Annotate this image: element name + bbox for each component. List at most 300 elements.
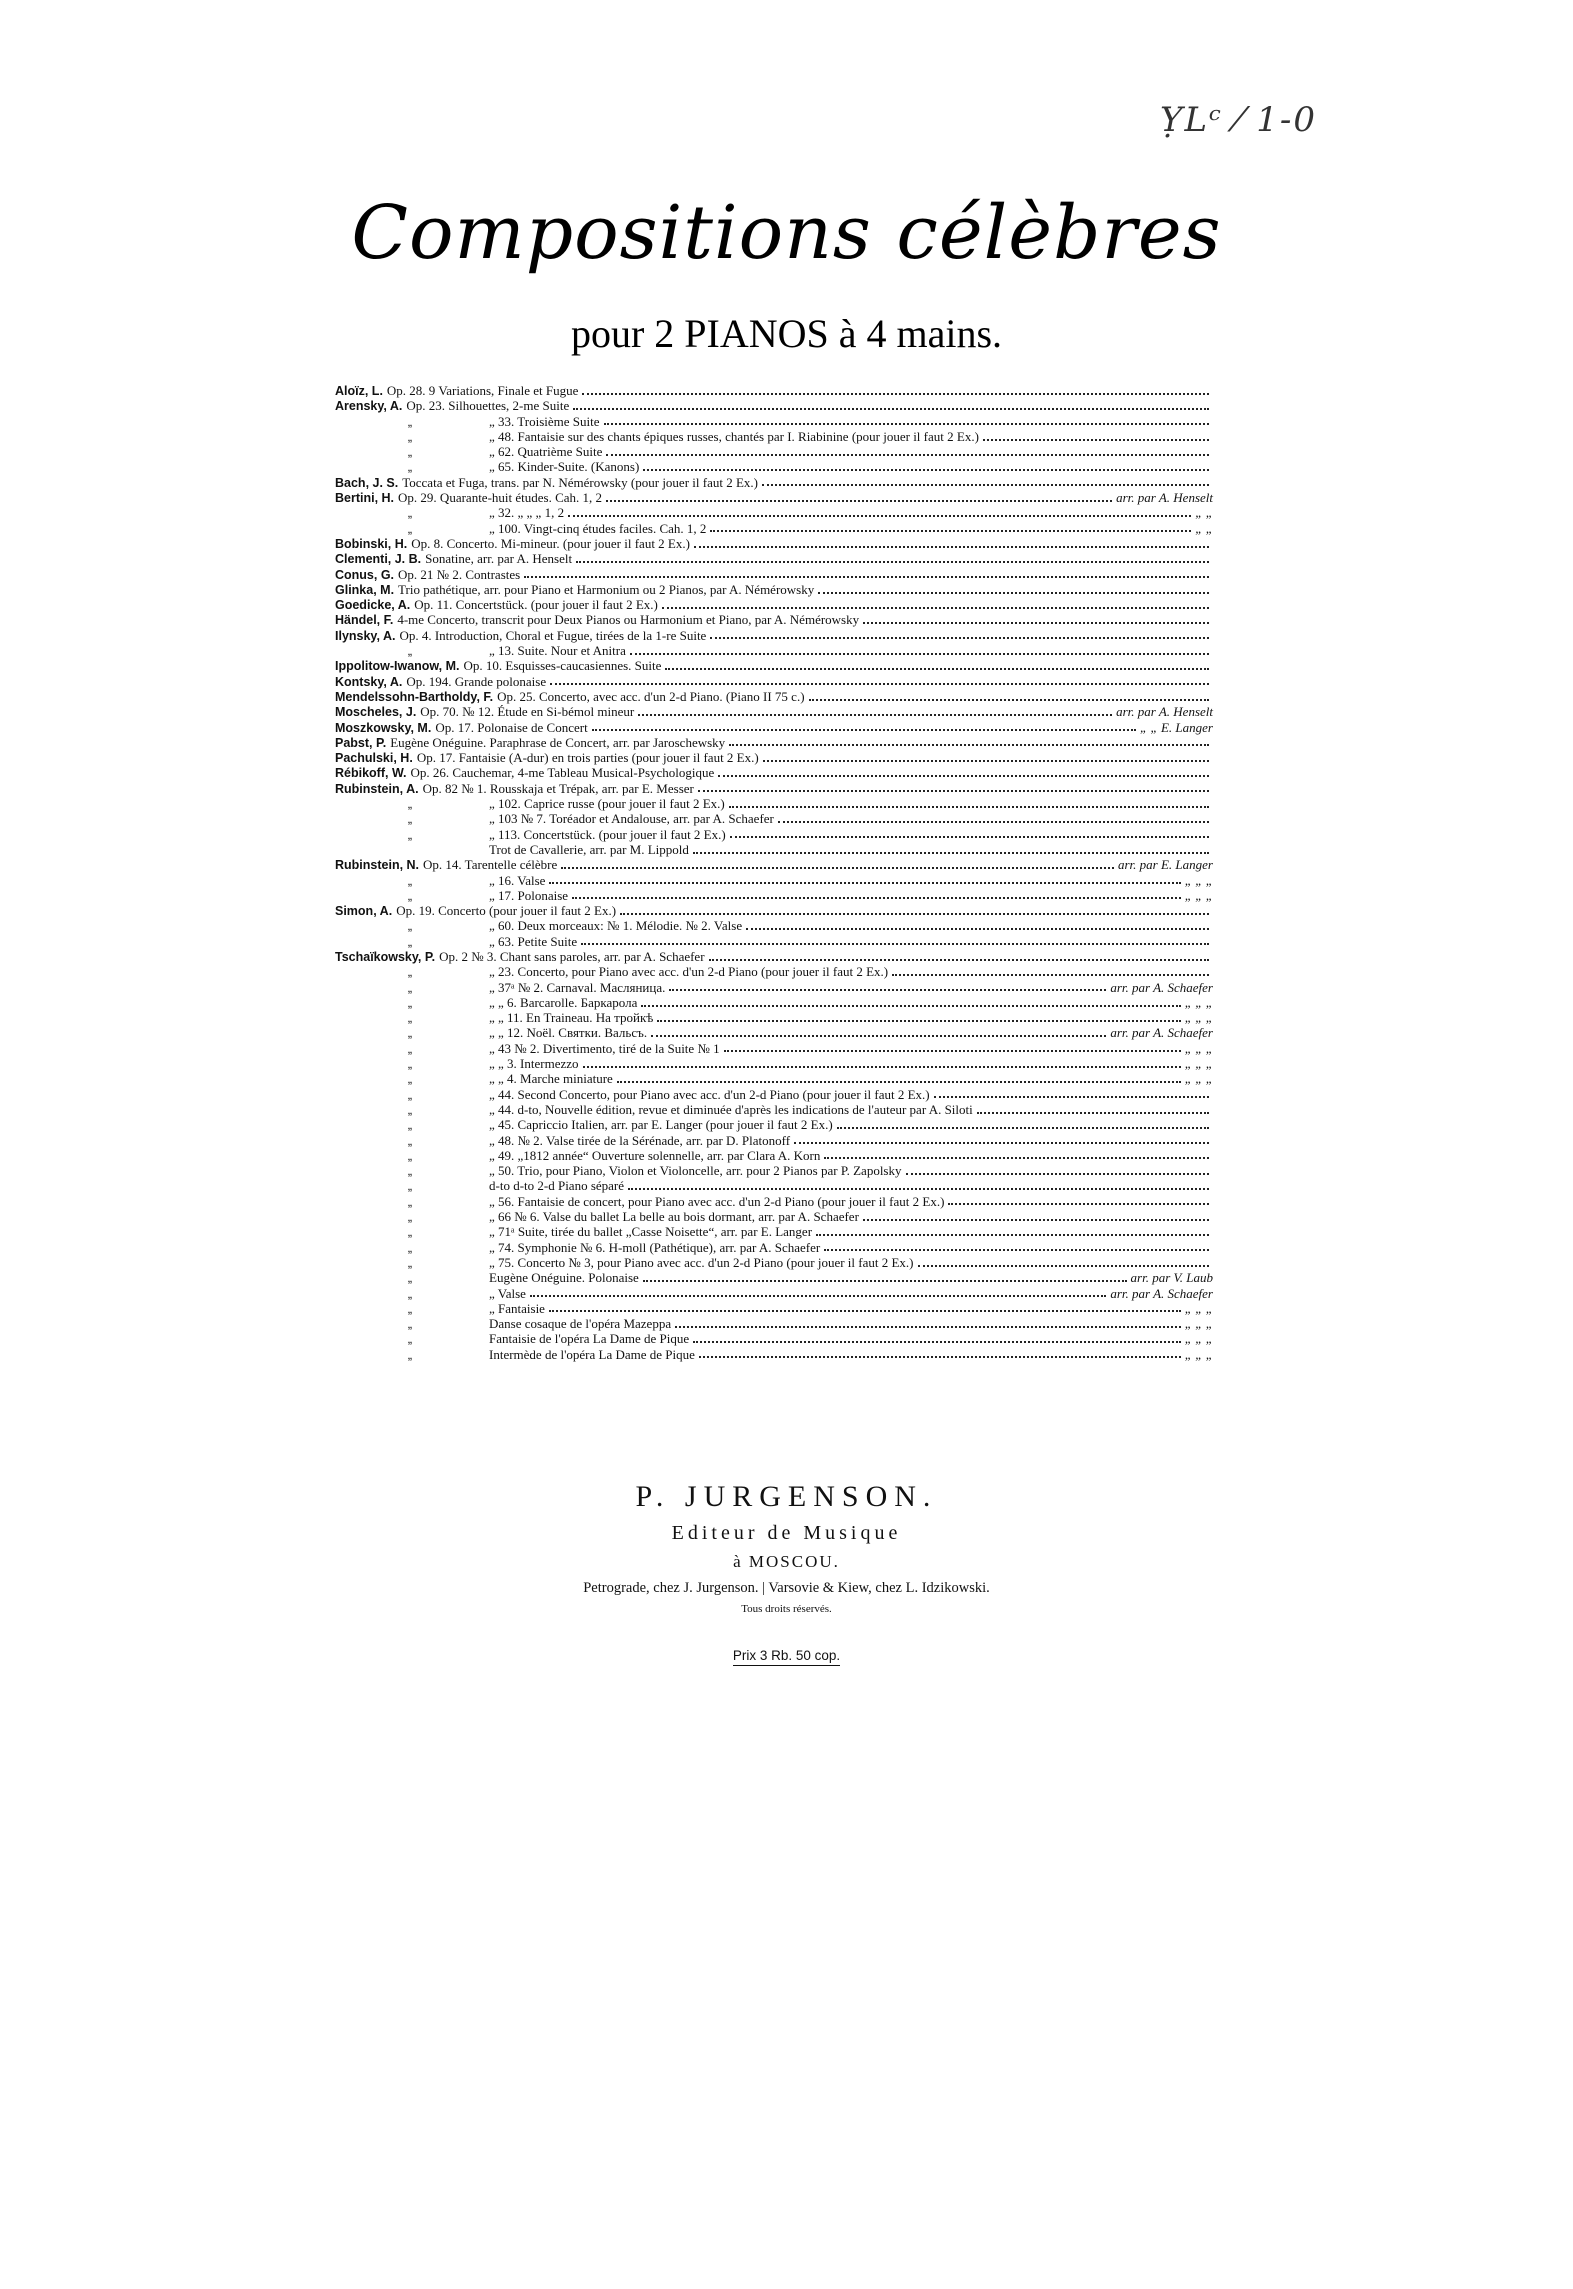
rights-notice: Tous droits réservés. <box>741 1603 832 1615</box>
page-title: Compositions célèbres <box>351 190 1222 276</box>
catalog-entry <box>335 689 1215 704</box>
dot-leader <box>592 729 1136 731</box>
catalog-entry-lead <box>335 704 634 720</box>
work-title: „ „ 3. Intermezzo <box>489 1056 579 1072</box>
work-title: „ „ 12. Noël. Святки. Вальсъ. <box>489 1025 648 1041</box>
catalog-entry <box>335 842 1215 857</box>
composer-name: „ <box>407 521 413 536</box>
catalog-entry <box>335 1133 1215 1148</box>
catalog-entry <box>335 1025 1215 1040</box>
catalog-entry-lead <box>335 781 694 797</box>
work-title: Eugène Onéguine. Paraphrase de Concert, arr. par Jaroschewsky <box>390 734 726 750</box>
catalog-entry <box>335 980 1215 995</box>
work-title: „ 37ᵃ № 2. Carnaval. Масляница. <box>489 979 666 995</box>
dot-leader <box>630 653 1209 655</box>
catalog-entry <box>335 918 1215 933</box>
catalog-entry-lead <box>335 597 658 613</box>
dot-leader <box>606 500 1112 502</box>
work-title: „ „ 11. En Traineau. На тройкѣ <box>489 1010 654 1026</box>
work-title: „ 100. Vingt-cinq études faciles. Cah. 1, 2 <box>489 520 707 536</box>
catalog-entry-lead <box>335 1178 624 1194</box>
catalog-entry <box>335 873 1215 888</box>
composer-name: „ <box>407 1317 413 1332</box>
dot-leader <box>638 714 1112 716</box>
work-title: „ 71ᵃ Suite, tirée du ballet „Casse Noisette“, arr. par E. Langer <box>489 1224 813 1240</box>
work-title: „ „ 6. Barcarolle. Баркарола <box>489 994 638 1010</box>
catalog-entry-lead <box>335 475 758 491</box>
catalog-entry <box>335 949 1215 964</box>
catalog-entry <box>335 521 1215 536</box>
work-title: „ 66 № 6. Valse du ballet La belle au bois dormant, arr. par A. Schaefer <box>489 1209 859 1225</box>
catalog-entry-lead <box>335 612 859 628</box>
composer-name: Moscheles, J. <box>335 705 417 720</box>
catalog-entry-lead <box>335 444 602 460</box>
arranger-note: arr. par A. Schaefer <box>1110 1285 1213 1301</box>
work-title: „ 16. Valse <box>489 872 546 888</box>
catalog-entry-lead <box>335 1041 720 1057</box>
catalog-entry-lead <box>335 1117 833 1133</box>
catalog-entry-lead <box>335 1286 526 1302</box>
catalog-entry-lead <box>335 934 577 950</box>
composer-name: „ <box>407 644 413 659</box>
composer-name: Bach, J. S. <box>335 475 399 490</box>
catalog-entry-lead <box>335 842 689 857</box>
dot-leader <box>837 1127 1209 1129</box>
work-title: Op. 8. Concerto. Mi-mineur. (pour jouer il faut 2 Ex.) <box>411 535 690 551</box>
composer-name: Rubinstein, N. <box>335 858 420 873</box>
composer-name: „ <box>407 1255 413 1270</box>
catalog-entry-lead <box>335 1163 902 1179</box>
catalog-entry-lead <box>335 674 546 690</box>
catalog-entry <box>335 811 1215 826</box>
composer-name: „ <box>407 1301 413 1316</box>
arranger-note: arr. par A. Henselt <box>1116 490 1213 506</box>
dot-leader <box>620 913 1209 915</box>
catalog-entry <box>335 934 1215 949</box>
work-title: „ 62. Quatrième Suite <box>489 444 603 460</box>
work-title: „ 48. Fantaisie sur des chants épiques russes, chantés par I. Riabinine (pour jouer il faut 2 Ex.) <box>489 428 979 444</box>
arranger-note: „ „ „ <box>1184 994 1213 1010</box>
catalog-list <box>335 383 1215 1362</box>
catalog-entry <box>335 1178 1215 1193</box>
catalog-entry <box>335 1347 1215 1362</box>
work-title: „ 60. Deux morceaux: № 1. Mélodie. № 2. Valse <box>489 918 743 934</box>
publisher-city: à MOSCOU. <box>733 1552 840 1571</box>
catalog-entry <box>335 459 1215 474</box>
dot-leader <box>718 775 1209 777</box>
composer-name: „ <box>407 429 413 444</box>
catalog-entry <box>335 1163 1215 1178</box>
catalog-entry <box>335 597 1215 612</box>
catalog-entry <box>335 857 1215 872</box>
price-label <box>0 1648 1573 1663</box>
dot-leader <box>581 943 1209 945</box>
dot-leader <box>549 1310 1181 1312</box>
work-title: Trio pathétique, arr. pour Piano et Harmonium ou 2 Pianos, par A. Némérowsky <box>398 581 815 597</box>
composer-name: „ <box>407 414 413 429</box>
work-title: Op. 25. Concerto, avec acc. d'un 2-d Piano. (Piano II 75 c.) <box>497 688 805 704</box>
catalog-entry-lead <box>335 1087 930 1103</box>
catalog-entry <box>335 1010 1215 1025</box>
composer-name: „ <box>407 827 413 842</box>
catalog-entry-lead <box>335 1347 695 1363</box>
catalog-entry-lead <box>335 949 705 965</box>
work-title: „ 65. Kinder-Suite. (Kanons) <box>489 459 640 475</box>
catalog-entry <box>335 1102 1215 1117</box>
work-title: „ 56. Fantaisie de concert, pour Piano avec acc. d'un 2-d Piano (pour jouer il faut 2 Ex.) <box>489 1193 945 1209</box>
catalog-entry <box>335 720 1215 735</box>
catalog-entry <box>335 582 1215 597</box>
catalog-entry <box>335 995 1215 1010</box>
dot-leader <box>699 1356 1181 1358</box>
work-title: „ 33. Troisième Suite <box>489 413 600 429</box>
catalog-entry-lead <box>335 980 665 996</box>
dot-leader <box>816 1234 1209 1236</box>
work-title: Trot de Cavallerie, arr. par M. Lippold <box>489 841 689 857</box>
dot-leader <box>710 637 1209 639</box>
work-title: Toccata et Fuga, trans. par N. Némérowsky (pour jouer il faut 2 Ex.) <box>402 474 758 490</box>
work-title: „ 75. Concerto № 3, pour Piano avec acc. d'un 2-d Piano (pour jouer il faut 2 Ex.) <box>489 1254 914 1270</box>
dot-leader <box>561 867 1114 869</box>
dot-leader <box>530 1295 1106 1297</box>
catalog-entry-lead <box>335 1331 689 1347</box>
dot-leader <box>568 515 1191 517</box>
dot-leader <box>665 668 1209 670</box>
catalog-entry-lead <box>335 1255 914 1271</box>
work-title: d-to d-to 2-d Piano séparé <box>489 1178 625 1194</box>
arranger-note: „ „ <box>1195 520 1213 536</box>
work-title: „ 43 № 2. Divertimento, tiré de la Suite № 1 <box>489 1040 720 1056</box>
composer-name: „ <box>407 1164 413 1179</box>
catalog-entry-lead <box>335 1301 545 1317</box>
catalog-entry-lead <box>335 414 600 430</box>
dot-leader <box>641 1005 1180 1007</box>
catalog-entry <box>335 383 1215 398</box>
catalog-entry-lead <box>335 658 661 674</box>
dot-leader <box>809 699 1209 701</box>
dot-leader <box>729 744 1209 746</box>
publisher-role: Editeur de Musique <box>671 1522 902 1544</box>
arranger-note: arr. par E. Langer <box>1118 857 1213 873</box>
catalog-entry <box>335 551 1215 566</box>
catalog-entry-lead <box>335 827 726 843</box>
dot-leader <box>698 790 1209 792</box>
dot-leader <box>709 959 1209 961</box>
catalog-entry <box>335 1286 1215 1301</box>
catalog-entry <box>335 1194 1215 1209</box>
catalog-entry-lead <box>335 918 742 934</box>
work-title: Op. 23. Silhouettes, 2-me Suite <box>406 398 570 414</box>
composer-name: „ <box>407 445 413 460</box>
arranger-note: „ „ „ <box>1184 1071 1213 1087</box>
arranger-note: arr. par A. Schaefer <box>1110 979 1213 995</box>
catalog-entry-lead <box>335 735 725 751</box>
composer-name: Goedicke, A. <box>335 598 411 613</box>
composer-name: Rubinstein, A. <box>335 781 419 796</box>
work-title: Fantaisie de l'opéra La Dame de Pique <box>489 1331 690 1347</box>
composer-name: Simon, A. <box>335 904 393 919</box>
dot-leader <box>524 576 1209 578</box>
composer-name: „ <box>407 1179 413 1194</box>
catalog-entry-lead <box>335 1010 653 1026</box>
arranger-note: arr. par V. Laub <box>1130 1270 1213 1286</box>
catalog-entry <box>335 1255 1215 1270</box>
composer-name: „ <box>407 460 413 475</box>
work-title: „ Valse <box>489 1285 526 1301</box>
work-title: „ 113. Concertstück. (pour jouer il faut 2 Ex.) <box>489 826 726 842</box>
arranger-note: „ „ <box>1195 505 1213 521</box>
composer-name: „ <box>407 1271 413 1286</box>
catalog-entry <box>335 429 1215 444</box>
composer-name: Rébikoff, W. <box>335 766 407 781</box>
dot-leader <box>977 1112 1209 1114</box>
composer-name: „ <box>407 995 413 1010</box>
catalog-entry-lead <box>335 1240 820 1256</box>
composer-name: „ <box>407 980 413 995</box>
arranger-note: arr. par A. Schaefer <box>1110 1025 1213 1041</box>
arranger-note: „ „ „ <box>1184 1056 1213 1072</box>
catalog-entry <box>335 1270 1215 1285</box>
dot-leader <box>669 989 1106 991</box>
composer-name: „ <box>407 1011 413 1026</box>
dot-leader <box>643 1280 1127 1282</box>
catalog-entry <box>335 628 1215 643</box>
work-title: „ Fantaisie <box>489 1300 545 1316</box>
dot-leader <box>762 484 1209 486</box>
work-title: Op. 28. 9 Variations, Finale et Fugue <box>386 383 579 398</box>
dot-leader <box>576 561 1209 563</box>
dot-leader <box>778 821 1209 823</box>
publisher-branches: Petrograde, chez J. Jurgenson. | Varsovie & Kiew, chez L. Idzikowski. <box>583 1580 990 1596</box>
composer-name: Bobinski, H. <box>335 536 408 551</box>
composer-name: Kontsky, A. <box>335 674 403 689</box>
composer-name: Clementi, J. B. <box>335 552 422 567</box>
composer-name: Pabst, P. <box>335 735 387 750</box>
catalog-entry <box>335 1117 1215 1132</box>
work-title: Danse cosaque de l'opéra Mazeppa <box>489 1316 672 1332</box>
work-title: Op. 82 № 1. Rousskaja et Trépak, arr. par E. Messer <box>422 780 694 796</box>
work-title: Op. 4. Introduction, Choral et Fugue, tirées de la 1-re Suite <box>399 627 707 643</box>
catalog-entry <box>335 750 1215 765</box>
dot-leader <box>824 1157 1209 1159</box>
work-title: Op. 2 № 3. Chant sans paroles, arr. par A. Schaefer <box>439 948 705 964</box>
work-title: Sonatine, arr. par A. Henselt <box>425 551 573 567</box>
composer-name: „ <box>407 919 413 934</box>
work-title: Op. 14. Tarentelle célèbre <box>423 857 558 873</box>
work-title: „ „ 4. Marche miniature <box>489 1071 613 1087</box>
price-text: Prix 3 Rb. 50 cop. <box>733 1648 840 1666</box>
catalog-entry-lead <box>335 1224 812 1240</box>
catalog-entry-lead <box>335 429 979 445</box>
dot-leader <box>729 806 1209 808</box>
catalog-entry <box>335 1301 1215 1316</box>
dot-leader <box>918 1265 1210 1267</box>
dot-leader <box>583 1066 1181 1068</box>
catalog-entry <box>335 1224 1215 1239</box>
dot-leader <box>604 423 1209 425</box>
work-title: „ 48. № 2. Valse tirée de la Sérénade, arr. par D. Platonoff <box>489 1132 791 1148</box>
catalog-entry <box>335 1209 1215 1224</box>
catalog-entry-lead <box>335 1133 790 1149</box>
dot-leader <box>550 683 1209 685</box>
catalog-entry-lead <box>335 903 616 919</box>
catalog-entry <box>335 1331 1215 1346</box>
catalog-entry <box>335 414 1215 429</box>
work-title: „ 32. „ „ „ 1, 2 <box>489 505 565 521</box>
catalog-entry <box>335 735 1215 750</box>
work-title: „ 45. Capriccio Italien, arr. par E. Langer (pour jouer il faut 2 Ex.) <box>489 1117 833 1133</box>
dot-leader <box>549 882 1180 884</box>
composer-name: „ <box>407 873 413 888</box>
work-title: Op. 70. № 12. Étude en Si-bémol mineur <box>420 704 635 720</box>
catalog-entry-lead <box>335 582 814 598</box>
composer-name: „ <box>407 965 413 980</box>
dot-leader <box>892 974 1209 976</box>
catalog-entry-lead <box>335 888 568 904</box>
catalog-entry-lead <box>335 765 714 781</box>
catalog-entry-lead <box>335 720 588 736</box>
composer-name: Mendelssohn-Bartholdy, F. <box>335 689 494 704</box>
arranger-note: „ „ „ <box>1184 1300 1213 1316</box>
catalog-entry-lead <box>335 1209 859 1225</box>
composer-name: „ <box>407 888 413 903</box>
catalog-entry-lead <box>335 796 725 812</box>
catalog-entry-lead <box>335 383 578 399</box>
catalog-entry <box>335 536 1215 551</box>
catalog-entry-lead <box>335 490 602 506</box>
composer-name: „ <box>407 1072 413 1087</box>
composer-name: Ilynsky, A. <box>335 628 396 643</box>
composer-name: „ <box>407 1148 413 1163</box>
catalog-entry <box>335 765 1215 780</box>
catalog-entry-lead <box>335 857 557 873</box>
dot-leader <box>863 1219 1209 1221</box>
catalog-entry <box>335 1041 1215 1056</box>
work-title: „ 102. Caprice russe (pour jouer il faut 2 Ex.) <box>489 796 725 812</box>
composer-name: „ <box>407 812 413 827</box>
work-title: Op. 26. Cauchemar, 4-me Tableau Musical-Psychologique <box>410 765 715 781</box>
arranger-note: „ „ „ <box>1184 887 1213 903</box>
composer-name: Bertini, H. <box>335 491 395 506</box>
work-title: Op. 21 № 2. Contrastes <box>398 566 521 582</box>
composer-name: „ <box>407 506 413 521</box>
arranger-note: „ „ „ <box>1184 1346 1213 1362</box>
catalog-entry <box>335 1087 1215 1102</box>
work-title: „ 13. Suite. Nour et Anitra <box>489 643 626 659</box>
composer-name: „ <box>407 797 413 812</box>
dot-leader <box>934 1096 1209 1098</box>
composer-name: Tschaïkowsky, P. <box>335 949 436 964</box>
catalog-entry <box>335 643 1215 658</box>
handwritten-shelf-mark: ỴLᶜ ⁄ 1-0 <box>1160 100 1318 140</box>
work-title: „ 50. Trio, pour Piano, Violon et Violoncelle, arr. pour 2 Pianos par P. Zapolsky <box>489 1163 902 1179</box>
catalog-entry-lead <box>335 995 637 1011</box>
dot-leader <box>662 607 1209 609</box>
work-title: „ 103 № 7. Toréador et Andalouse, arr. par A. Schaefer <box>489 811 774 827</box>
work-title: „ 74. Symphonie № 6. H-moll (Pathétique), arr. par A. Schaefer <box>489 1239 821 1255</box>
dot-leader <box>710 530 1191 532</box>
work-title: Op. 19. Concerto (pour jouer il faut 2 Ex.) <box>396 903 617 919</box>
work-title: Op. 17. Fantaisie (A-dur) en trois parties (pour jouer il faut 2 Ex.) <box>416 750 759 766</box>
work-title: Op. 17. Polonaise de Concert <box>435 719 588 735</box>
composer-name: „ <box>407 1102 413 1117</box>
catalog-entry <box>335 964 1215 979</box>
dot-leader <box>651 1035 1106 1037</box>
catalog-entry <box>335 1148 1215 1163</box>
work-title: „ 44. Second Concerto, pour Piano avec acc. d'un 2-d Piano (pour jouer il faut 2 Ex.) <box>489 1086 930 1102</box>
composer-name: „ <box>407 1332 413 1347</box>
composer-name: Conus, G. <box>335 567 395 582</box>
catalog-entry <box>335 827 1215 842</box>
composer-name: „ <box>407 1026 413 1041</box>
catalog-entry <box>335 490 1215 505</box>
composer-name: „ <box>407 1210 413 1225</box>
composer-name: „ <box>407 1347 413 1362</box>
dot-leader <box>746 928 1209 930</box>
catalog-entry <box>335 1316 1215 1331</box>
catalog-entry-lead <box>335 643 626 659</box>
composer-name: Händel, F. <box>335 613 394 628</box>
catalog-entry-lead <box>335 1148 820 1164</box>
dot-leader <box>818 592 1209 594</box>
catalog-entry <box>335 475 1215 490</box>
dot-leader <box>693 852 1209 854</box>
catalog-entry-lead <box>335 398 569 414</box>
catalog-entry-lead <box>335 505 564 521</box>
composer-name: Pachulski, H. <box>335 751 413 766</box>
catalog-entry <box>335 658 1215 673</box>
composer-name: „ <box>407 1240 413 1255</box>
work-title: Op. 29. Quarante-huit études. Cah. 1, 2 <box>398 490 603 506</box>
composer-name: „ <box>407 1057 413 1072</box>
work-title: Eugène Onéguine. Polonaise <box>489 1270 639 1286</box>
catalog-entry-lead <box>335 1025 647 1041</box>
composer-name: „ <box>407 1133 413 1148</box>
dot-leader <box>606 454 1209 456</box>
dot-leader <box>948 1203 1209 1205</box>
composer-name: „ <box>407 1087 413 1102</box>
work-title: „ 44. d-to, Nouvelle édition, revue et diminuée d'après les indications de l'auteur par A. Siloti <box>489 1101 973 1117</box>
work-title: Op. 10. Esquisses-caucasiennes. Suite <box>463 658 662 674</box>
composer-name: Ippolitow-Iwanow, M. <box>335 659 460 674</box>
publisher-name: P. JURGENSON. <box>635 1480 938 1513</box>
catalog-entry-lead <box>335 1071 613 1087</box>
dot-leader <box>628 1188 1209 1190</box>
dot-leader <box>675 1326 1181 1328</box>
catalog-entry <box>335 1240 1215 1255</box>
catalog-entry-lead <box>335 1270 639 1286</box>
catalog-entry-lead <box>335 964 888 980</box>
dot-leader <box>617 1081 1181 1083</box>
dot-leader <box>906 1173 1210 1175</box>
dot-leader <box>573 408 1209 410</box>
catalog-entry-lead <box>335 750 759 766</box>
catalog-entry <box>335 612 1215 627</box>
dot-leader <box>730 836 1209 838</box>
catalog-entry-lead <box>335 1102 973 1118</box>
dot-leader <box>824 1249 1209 1251</box>
composer-name: Arensky, A. <box>335 399 403 414</box>
arranger-note: „ „ „ <box>1184 872 1213 888</box>
dot-leader <box>582 393 1209 395</box>
catalog-entry <box>335 781 1215 796</box>
arranger-note: „ „ „ <box>1184 1040 1213 1056</box>
catalog-entry <box>335 796 1215 811</box>
dot-leader <box>724 1050 1181 1052</box>
composer-name: „ <box>407 1041 413 1056</box>
dot-leader <box>983 439 1209 441</box>
catalog-entry <box>335 1071 1215 1086</box>
